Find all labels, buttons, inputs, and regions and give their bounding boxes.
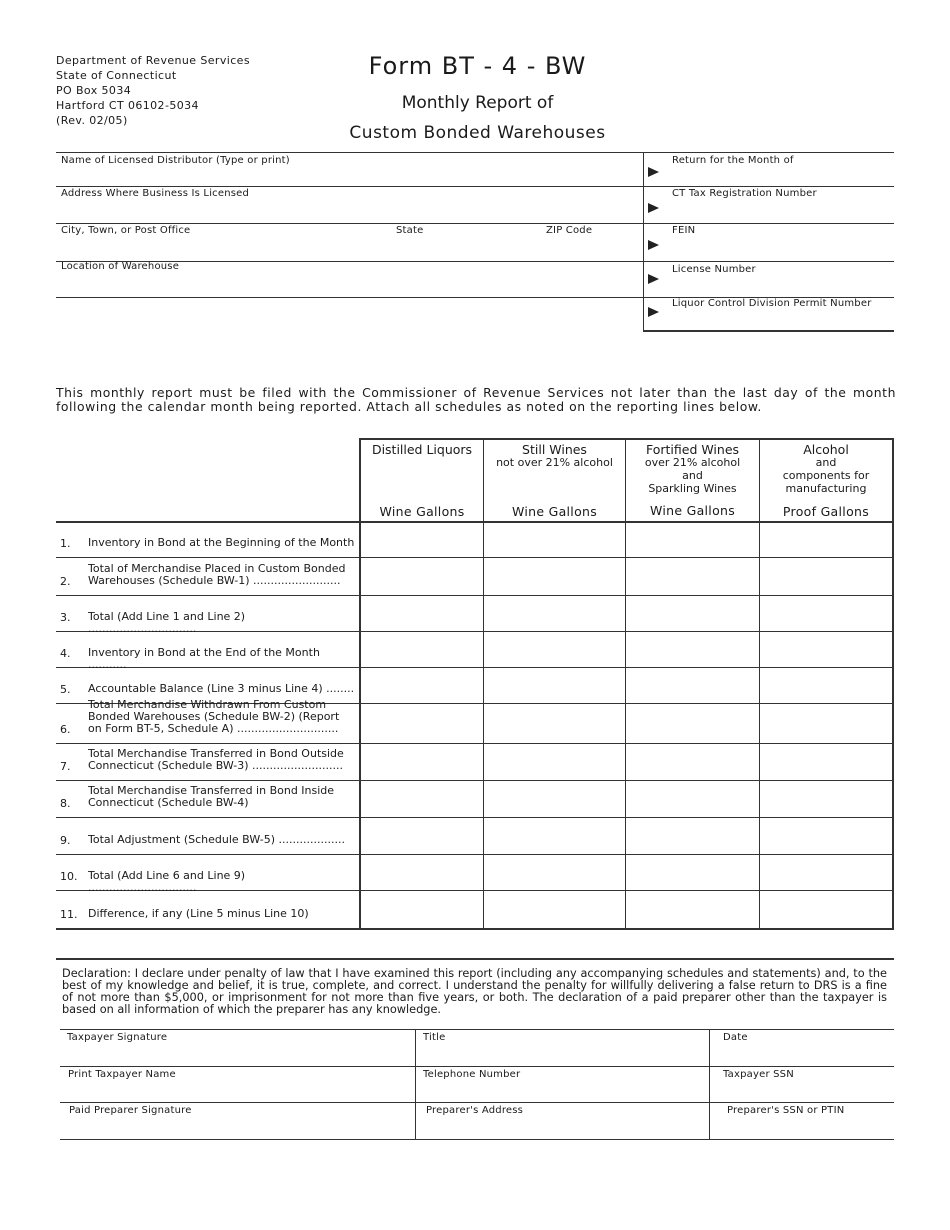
return-month-field[interactable] [672,155,892,185]
amount-input-cell[interactable] [760,781,891,816]
amount-input-cell[interactable] [484,668,625,702]
preparer-signature-field[interactable] [69,1105,409,1137]
print-name-label: Print Taxpayer Name [68,1069,176,1080]
print-name-field[interactable] [68,1069,408,1101]
amount-input-cell[interactable] [626,558,759,594]
telephone-label: Telephone Number [423,1069,521,1080]
column-header [484,443,625,469]
line-text: Difference, if any (Line 5 minus Line 10) [88,907,309,920]
ct-tax-registration-field[interactable] [672,188,892,222]
state-field[interactable] [396,225,536,260]
column-subtitle: manufacturing [785,482,867,495]
line-text: Accountable Balance (Line 3 minus Line 4) ........ [88,682,355,695]
amount-input-cell[interactable] [626,781,759,816]
line-number: 2. [60,575,71,588]
amount-input-cell[interactable] [361,891,483,927]
amount-input-cell[interactable] [361,632,483,666]
agency-line: PO Box 5034 [56,84,132,97]
amount-input-cell[interactable] [484,781,625,816]
column-title: Still Wines [522,442,587,457]
amount-input-cell[interactable] [760,596,891,630]
line-text: Total (Add Line 1 and Line 2) ............................... [88,610,246,635]
amount-input-cell[interactable] [484,818,625,853]
taxpayer-signature-field[interactable] [67,1032,407,1064]
amount-input-cell[interactable] [626,704,759,742]
amount-input-cell[interactable] [760,744,891,779]
amount-input-cell[interactable] [760,818,891,853]
line-description [88,834,356,846]
amount-input-cell[interactable] [361,818,483,853]
line-text: Total Merchandise Withdrawn From Custom [88,698,327,711]
column-unit: Proof Gallons [782,504,870,519]
arrow-icon [648,307,659,317]
divider [56,958,894,960]
preparer-address-field[interactable] [426,1105,704,1137]
line-number: 9. [60,834,71,847]
amount-input-cell[interactable] [626,818,759,853]
column-header [760,443,892,495]
divider [60,1102,894,1103]
line-number: 3. [60,611,71,624]
amount-input-cell[interactable] [760,524,891,556]
column-subtitle: over 21% alcohol [644,456,741,469]
declaration-text: I declare under penalty of law that I have examined this report (including any accompanying schedules and statements) and, to the best of my knowledge and belief, it is true, complete, and correct. I understand the penalty for willfully delivering a false return to DRS is a fine of not more than $5,000, or imprisonment for not more than five years, or both. The declaration of a paid preparer other than the taxpayer is based on all information of which the preparer has any knowledge. [62,967,887,1016]
line-description [88,699,356,735]
amount-input-cell[interactable] [484,744,625,779]
line-description [88,647,356,671]
form-title: Form BT - 4 - BW [368,52,587,80]
divider [709,1029,710,1139]
amount-input-cell[interactable] [361,855,483,889]
agency-line: Department of Revenue Services [56,54,250,67]
column-title: Distilled Liquors [371,442,473,457]
divider [56,186,894,187]
column-header [626,443,759,495]
date-field[interactable] [723,1032,888,1064]
line-number: 5. [60,683,71,696]
taxpayer-signature-label: Taxpayer Signature [67,1032,168,1043]
amount-input-cell[interactable] [361,668,483,702]
line-text: Total of Merchandise Placed in Custom Bonded [88,562,346,575]
line-text: Total (Add Line 6 and Line 9) ............................... [88,869,246,894]
amount-input-cell[interactable] [361,524,483,556]
amount-input-cell[interactable] [484,596,625,630]
title-label: Title [423,1032,446,1043]
line-text: Warehouses (Schedule BW-1) ......................... [88,574,341,587]
amount-input-cell[interactable] [760,704,891,742]
line-number: 1. [60,537,71,550]
zip-field[interactable] [546,225,636,260]
line-text: Connecticut (Schedule BW-3) .......................... [88,759,343,772]
line-text: Connecticut (Schedule BW-4) [88,796,249,809]
divider [643,152,644,332]
amount-input-cell[interactable] [484,704,625,742]
divider [643,330,894,332]
column-subtitle: and [682,469,703,482]
form-subtitle: Custom Bonded Warehouses [349,123,606,143]
line-number: 8. [60,797,71,810]
line-text: on Form BT-5, Schedule A) ............................. [88,722,339,735]
amount-input-cell[interactable] [626,744,759,779]
line-text: Inventory in Bond at the Beginning of the Month [88,536,355,549]
agency-line: State of Connecticut [56,69,177,82]
line-text: Inventory in Bond at the End of the Month ........... [88,646,320,671]
ct-tax-registration-label: CT Tax Registration Number [672,188,817,199]
line-number: 7. [60,760,71,773]
amount-input-cell[interactable] [626,891,759,927]
filing-instructions: This monthly report must be filed with the Commissioner of Revenue Services not later than the last day of the month following the calendar month being reported. Attach all schedules as noted on the reporting lines below. [56,385,896,414]
state-label: State [396,225,424,236]
amount-input-cell[interactable] [760,558,891,594]
preparer-signature-label: Paid Preparer Signature [69,1105,192,1116]
divider [56,223,894,224]
taxpayer-ssn-label: Taxpayer SSN [723,1069,794,1080]
divider [892,438,894,930]
city-field[interactable] [61,225,391,260]
form-subtitle: Monthly Report of [401,93,554,113]
arrow-icon [648,274,659,284]
divider [415,1029,416,1139]
amount-input-cell[interactable] [361,744,483,779]
declaration [62,968,887,1016]
amount-input-cell[interactable] [626,632,759,666]
line-description [88,785,356,809]
amount-input-cell[interactable] [760,855,891,889]
line-text: Bonded Warehouses (Schedule BW-2) (Report [88,710,340,723]
date-label: Date [723,1032,748,1043]
warehouse-location-label: Location of Warehouse [61,261,180,272]
distributor-name-label: Name of Licensed Distributor (Type or print) [61,155,290,166]
column-subtitle: not over 21% alcohol [496,456,613,469]
amount-input-cell[interactable] [626,596,759,630]
line-description [88,683,356,695]
preparer-ssn-label: Preparer's SSN or PTIN [727,1105,845,1116]
fein-field[interactable] [672,225,892,260]
column-title: Alcohol [803,442,849,457]
zip-label: ZIP Code [546,225,593,236]
amount-input-cell[interactable] [361,596,483,630]
column-unit: Wine Gallons [379,504,465,519]
arrow-icon [648,203,659,213]
city-label: City, Town, or Post Office [61,225,191,236]
amount-input-cell[interactable] [760,668,891,702]
license-number-label: License Number [672,264,756,275]
agency-address [56,53,250,128]
column-subtitle: and [815,456,837,469]
agency-line: Hartford CT 06102-5034 [56,99,199,112]
line-description [88,537,356,549]
amount-input-cell[interactable] [760,632,891,666]
divider [60,1029,894,1030]
amount-input-cell[interactable] [626,668,759,702]
address-label: Address Where Business Is Licensed [61,188,250,199]
fein-label: FEIN [672,225,696,236]
column-unit: Wine Gallons [511,504,598,519]
amount-input-cell[interactable] [484,632,625,666]
line-number: 6. [60,723,71,736]
divider [60,1139,894,1140]
amount-input-cell[interactable] [484,855,625,889]
line-text: Total Merchandise Transferred in Bond Inside [88,784,335,797]
line-number: 10. [60,870,78,883]
arrow-icon [648,167,659,177]
amount-input-cell[interactable] [626,524,759,556]
line-text: Total Adjustment (Schedule BW-5) ................... [88,833,345,846]
amount-input-cell[interactable] [626,855,759,889]
line-description [88,611,356,635]
divider [56,152,894,153]
line-description [88,563,356,587]
amount-input-cell[interactable] [484,891,625,927]
warehouse-location-field[interactable] [61,261,636,296]
revision-date: (Rev. 02/05) [56,114,128,127]
permit-number-field[interactable] [672,298,892,328]
return-month-label: Return for the Month of [672,155,794,166]
table-top-border [359,438,894,440]
column-subtitle: Sparkling Wines [648,482,737,495]
preparer-ssn-field[interactable] [727,1105,889,1137]
amount-input-cell[interactable] [484,524,625,556]
amount-input-cell[interactable] [484,558,625,594]
line-description [88,870,356,894]
address-field[interactable] [61,188,636,222]
column-title: Fortified Wines [645,442,740,457]
amount-input-cell[interactable] [760,891,891,927]
line-number: 4. [60,647,71,660]
line-description [88,748,356,772]
taxpayer-ssn-field[interactable] [723,1069,888,1101]
column-subtitle: components for [782,469,870,482]
permit-number-label: Liquor Control Division Permit Number [672,298,872,309]
line-number: 11. [60,908,78,921]
column-header [361,443,483,456]
license-number-field[interactable] [672,264,892,296]
title-field[interactable] [423,1032,703,1064]
divider [60,1066,894,1067]
line-description [88,908,356,920]
table-header-border [56,521,894,523]
preparer-address-label: Preparer's Address [426,1105,524,1116]
distributor-name-field[interactable] [61,155,636,185]
amount-input-cell[interactable] [361,781,483,816]
table-bottom-border [56,928,894,930]
declaration-label: Declaration: [62,967,131,980]
telephone-field[interactable] [423,1069,703,1101]
column-unit: Wine Gallons [649,503,736,518]
amount-input-cell[interactable] [361,558,483,594]
arrow-icon [648,240,659,250]
line-text: Total Merchandise Transferred in Bond Outside [88,747,344,760]
amount-input-cell[interactable] [361,704,483,742]
